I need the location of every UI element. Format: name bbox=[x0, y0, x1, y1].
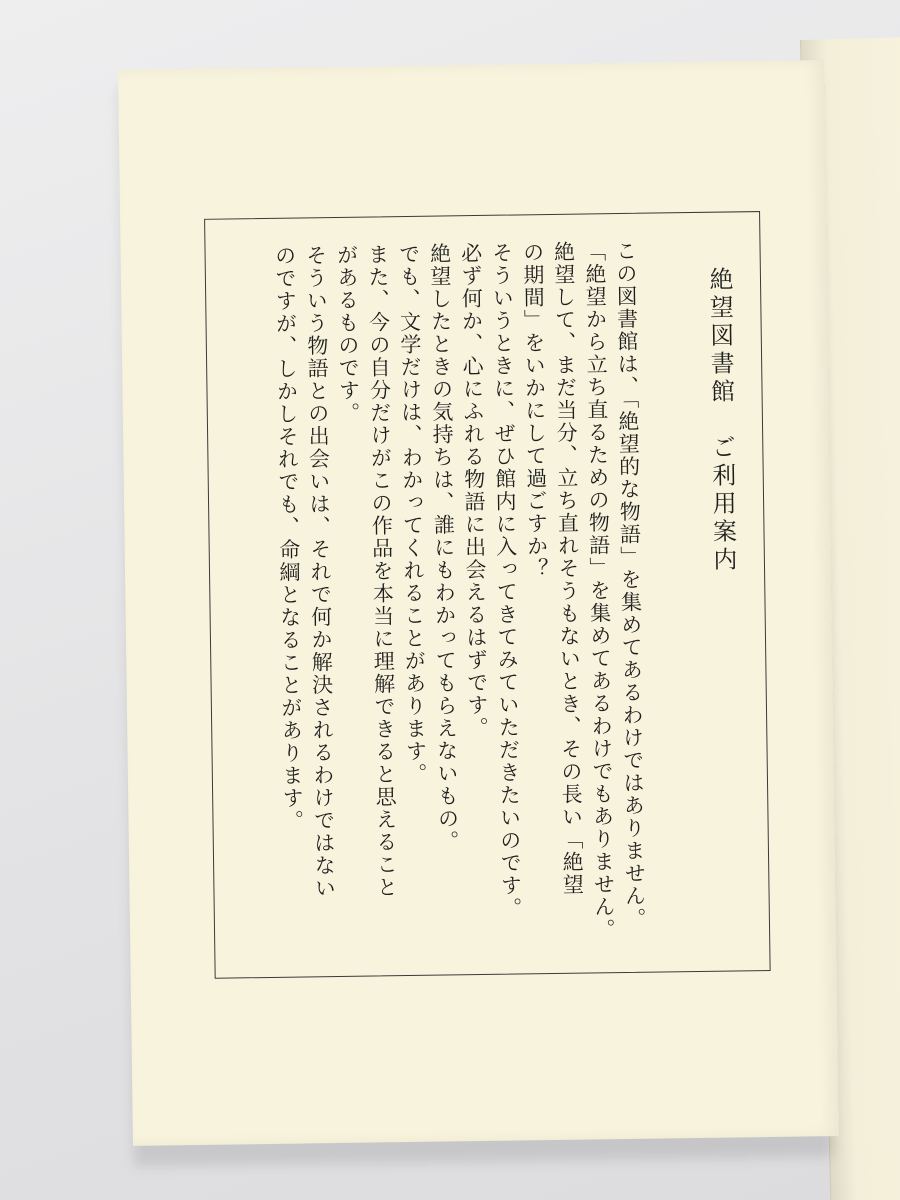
text-line: また、今の自分だけがこの作品を本当に理解できると思えること bbox=[365, 243, 399, 899]
text-line: 絶望して、まだ当分、立ち直れそうもないとき、その長い「絶望 bbox=[551, 240, 585, 897]
text-line: そういう物語との出会いは、それで何か解決されるわけではない bbox=[303, 244, 337, 900]
text-line: 「絶望から立ち直るための物語」を集めてあるわけでもありません。 bbox=[582, 240, 617, 942]
text-line: の期間」をいかにして過ごすか？ bbox=[520, 241, 550, 581]
text-line: 絶望したときの気持ちは、誰にもわかってもらえないもの。 bbox=[427, 242, 460, 853]
notice-frame bbox=[204, 211, 771, 979]
notice-text bbox=[225, 238, 743, 953]
book-page bbox=[118, 60, 839, 1146]
text-line: のですが、しかしそれでも、命綱となることがあります。 bbox=[272, 244, 305, 833]
text-line: でも、文学だけは、わかってくれることがあります。 bbox=[396, 242, 429, 786]
text-line: 必ず何か、心にふれる物語に出会えるはずです。 bbox=[458, 241, 490, 740]
text-line: があるものです。 bbox=[334, 243, 361, 425]
notice-title: 絶望図書館 ご利用案内 bbox=[704, 266, 738, 575]
text-line: この図書館は、「絶望的な物語」を集めてあるわけではありません。 bbox=[613, 239, 648, 931]
text-line: そういうときに、ぜひ館内に入ってきてみていただきたいのです。 bbox=[489, 241, 523, 920]
